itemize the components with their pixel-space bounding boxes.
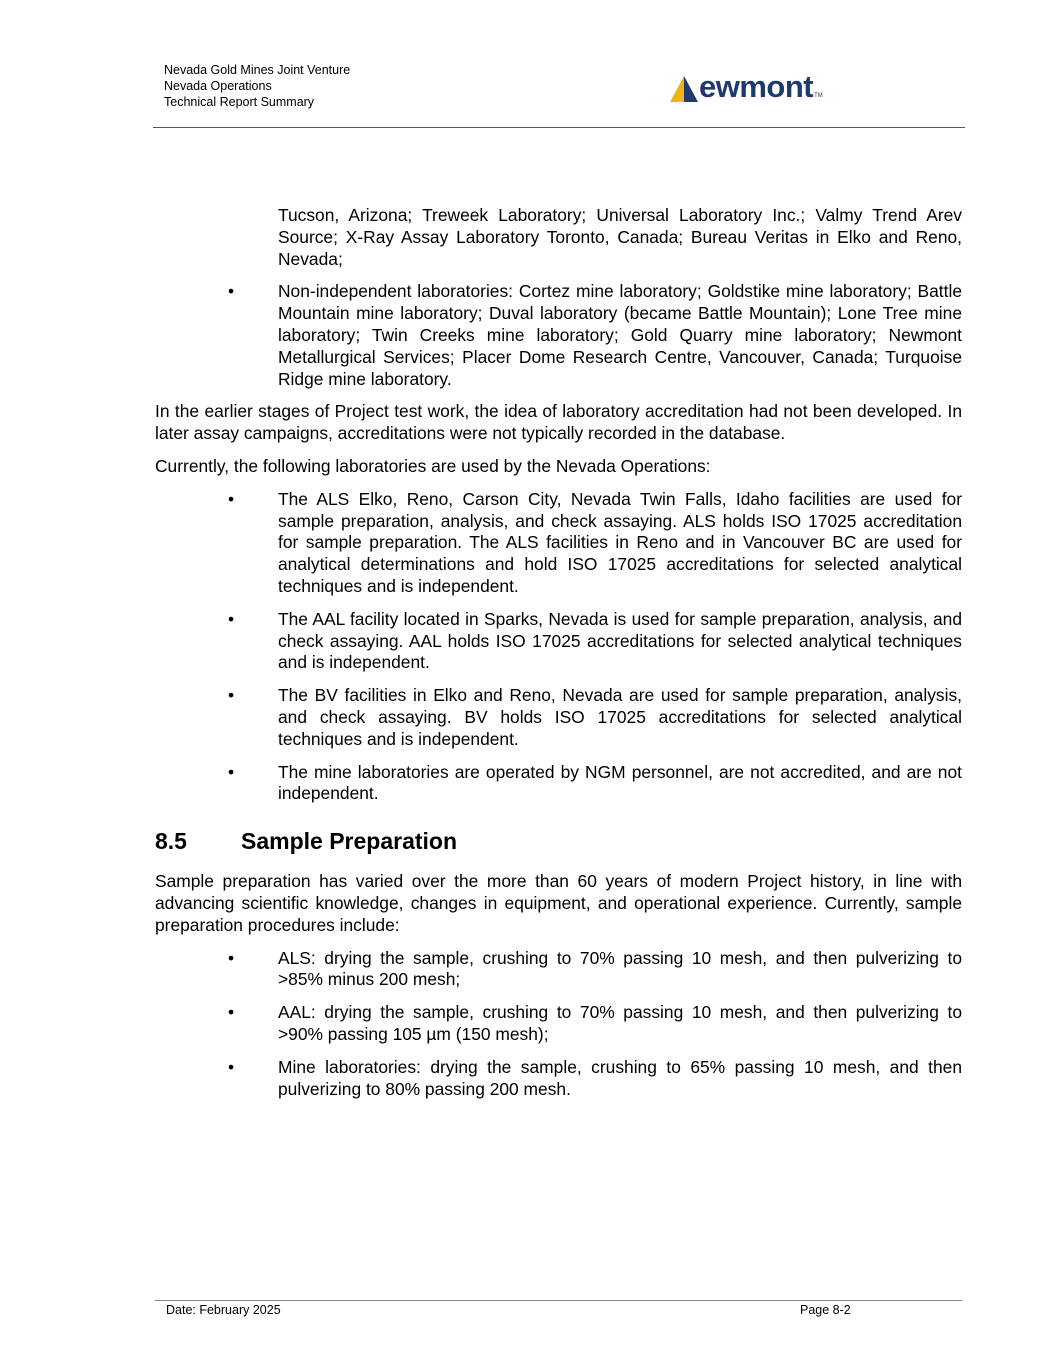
bullet-icon: • [228,1002,235,1023]
list-item [155,609,962,674]
bullet-icon: • [228,685,235,706]
list-item [155,489,962,598]
list-item-text: The ALS Elko, Reno, Carson City, Nevada Twin Falls, Idaho facilities are used for sample preparation, analysis, and check assaying. ALS holds ISO 17025 accreditation for sample preparation. The ALS facilities in Reno and in Vancouver BC are used for analytical determinations and hold ISO 17025 accreditations for selected analytical techniques and is independent. [278,488,962,596]
list-item [155,1057,962,1101]
bullet-icon: • [228,281,235,302]
footer-divider [155,1300,962,1301]
report-header [164,62,350,110]
footer-date: Date: February 2025 [166,1303,281,1317]
newmont-logo [670,68,823,102]
list-item-text: AAL: drying the sample, crushing to 70% passing 10 mesh, and then pulverizing to >90% passing 105 µm (150 mesh); [278,1002,962,1044]
list-item-text: Non-independent laboratories: Cortez mine laboratory; Goldstike mine laboratory; Battle Mountain mine laboratory; Duval laboratory (became Battle Mountain); Lone Tree mine laboratory; Twin Creeks mine laboratory; Gold Quarry mine laboratory; Newmont Metallurgical Services; Placer Dome Research Centre, Vancouver, Canada; Turquoise Ridge mine laboratory. [278,281,962,389]
list-item-text: The BV facilities in Elko and Reno, Nevada are used for sample preparation, analysis, and check assaying. BV holds ISO 17025 accreditations for selected analytical techniques and is independent. [278,685,962,749]
list-item-text: The AAL facility located in Sparks, Nevada is used for sample preparation, analysis, and check assaying. AAL holds ISO 17025 accreditations for selected analytical techniques and is independent. [278,608,962,673]
section-title: Sample Preparation [241,828,458,855]
page-body [155,205,962,1111]
header-line-report-type: Technical Report Summary [164,95,315,109]
list-item [155,1002,962,1046]
list-item-text: Mine laboratories: drying the sample, crushing to 65% passing 10 mesh, and then pulverizing to 80% passing 200 mesh. [278,1056,962,1099]
header-divider [153,127,965,128]
logo-trademark: TM [814,93,823,99]
list-item [155,685,962,750]
bullet-icon: • [228,608,235,629]
list-item [155,281,962,390]
bullet-continuation: Tucson, Arizona; Treweek Laboratory; Universal Laboratory Inc.; Valmy Trend Arev Source; X-Ray Assay Laboratory Toronto, Canada; Bureau Veritas in Elko and Reno, Nevada; [278,205,962,269]
paragraph-accreditation: In the earlier stages of Project test work, the idea of laboratory accreditation had not been developed. In later assay campaigns, accreditations were not typically recorded in the database. [155,401,962,444]
section-number: 8.5 [155,828,187,855]
list-item [155,948,962,992]
list-item-text: The mine laboratories are operated by NGM personnel, are not accredited, and are not independent. [278,761,962,804]
newmont-logo-mark-icon [670,74,698,102]
bullet-icon: • [228,947,235,968]
list-item [155,762,962,806]
bullet-icon: • [228,761,235,782]
paragraph-current-labs: Currently, the following laboratories are used by the Nevada Operations: [155,455,711,476]
paragraph-sample-prep: Sample preparation has varied over the more than 60 years of modern Project history, in line with advancing scientific knowledge, changes in equipment, and operational experience. Currently, sample preparation procedures include: [155,871,962,935]
header-line-company: Nevada Gold Mines Joint Venture [164,63,351,77]
logo-wordmark: ewmont [699,69,814,104]
bullet-icon: • [228,488,235,509]
footer-page-number: Page 8-2 [800,1303,851,1317]
bullet-icon: • [228,1056,235,1077]
section-heading [155,827,962,855]
list-item-text: ALS: drying the sample, crushing to 70% passing 10 mesh, and then pulverizing to >85% minus 200 mesh; [278,947,962,990]
header-line-operations: Nevada Operations [164,79,272,93]
